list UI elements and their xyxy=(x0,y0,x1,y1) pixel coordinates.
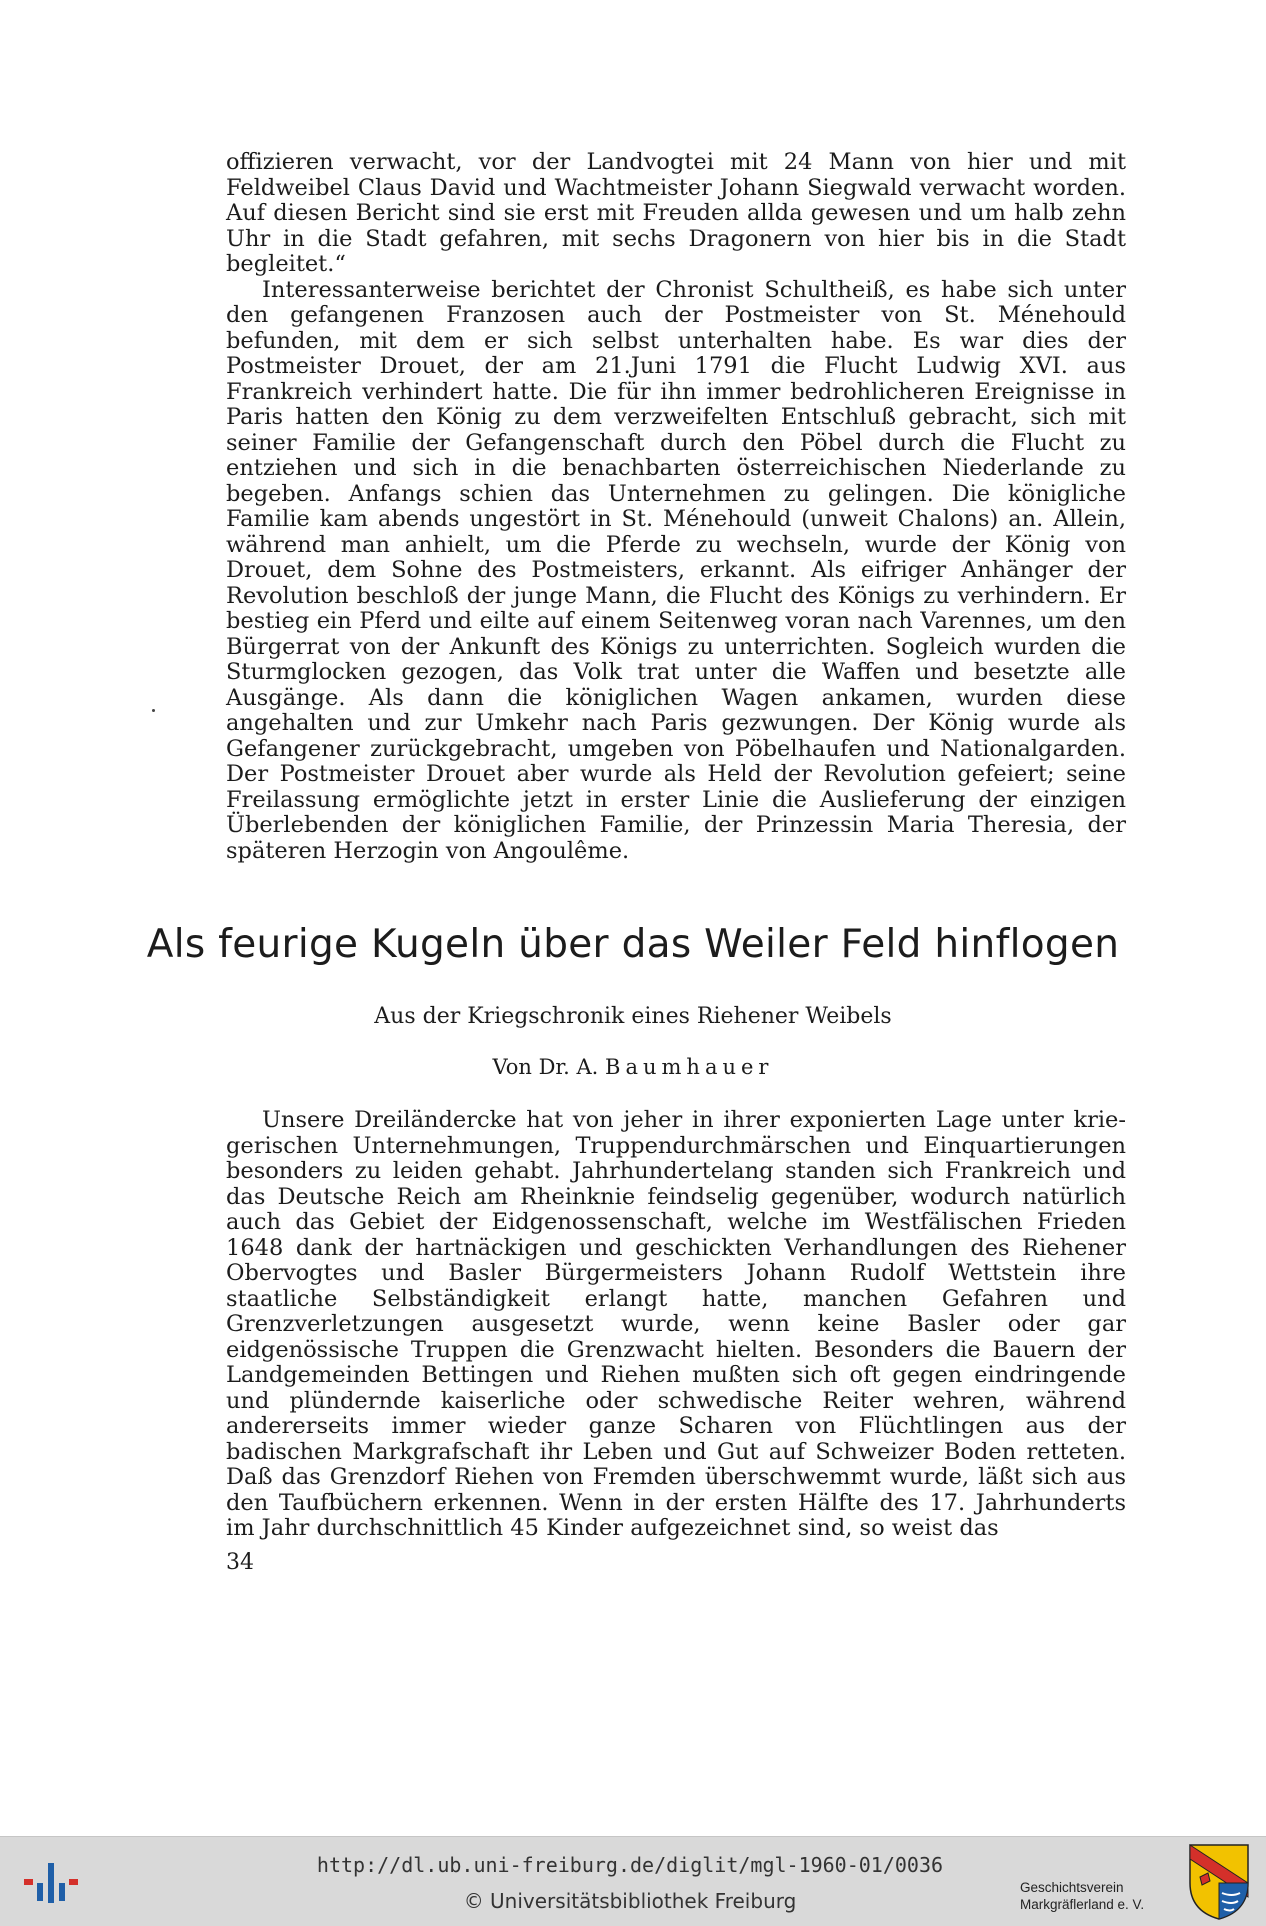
article-body xyxy=(226,1108,1126,1542)
article-title: Als feurige Kugeln über das Weiler Feld hinflogen xyxy=(146,922,1120,967)
society-name xyxy=(1020,1879,1144,1913)
society-line-2: Markgräflerland e. V. xyxy=(1020,1897,1145,1912)
library-footer xyxy=(0,1836,1266,1926)
previous-article-text xyxy=(226,150,1126,864)
coat-of-arms-icon xyxy=(1188,1843,1250,1921)
paragraph: Unsere Dreiländercke hat von jeher in ihrer exponierten Lage unter kriegerischen Unternehmungen, Truppendurchmärschen und Einquartierungen besonders zu leiden gehabt. Jahrhundertelang standen sich Frankreich und das Deutsche Reich am Rheinknie feindselig gegenüber, wodurch natürlich auch das Gebiet der Eidgenossenschaft, welche im Westfälischen Frieden 1648 dank der hartnäckigen und geschickten Verhandlungen des Riehener Obervogtes und Basler Bürgermeisters Johann Rudolf Wettstein ihre staatliche Selbständigkeit erlangt hatte, manchen Gefahren und Grenzverletzungen ausgesetzt wurde, wenn keine Basler oder gar eidgenössische Truppen die Grenzwacht hielten. Besonders die Bauern der Landgemeinden Bettingen und Riehen mußten sich oft gegen eindringende und plündernde kaiserliche oder schwedische Reiter wehren, während andererseits immer wieder ganze Scharen von Flüchtlingen aus der badischen Markgrafschaft ihr Leben und Gut auf Schweizer Boden retteten. Daß das Grenzdorf Riehen von Fremden überschwemmt wurde, läßt sich aus den Taufbüchern erkennen. Wenn in der ersten Hälfte des 17. Jahrhunderts im Jahr durchschnittlich 45 Kinder aufgezeichnet sind, so weist das xyxy=(226,1107,1126,1541)
article-subtitle: Aus der Kriegschronik eines Riehener Weibels xyxy=(374,1004,892,1029)
permalink-link[interactable]: http://dl.ub.uni-freiburg.de/diglit/mgl-1960-01/0036 xyxy=(316,1853,944,1877)
paragraph: offizieren verwacht, vor der Landvogtei mit 24 Mann von hier und mit Feldweibel Claus David und Wachtmeister Johann Siegwald verwacht worden. Auf diesen Bericht sind sie erst mit Freuden allda gewesen und um halb zehn Uhr in die Stadt gefahren, mit sechs Dragonern von hier bis in die Stadt begleitet.“ xyxy=(226,149,1126,277)
page-number: 34 xyxy=(226,1550,254,1575)
ub-freiburg-logo-icon xyxy=(22,1853,82,1913)
paragraph: Interessanterweise berichtet der Chronist Schultheiß, es habe sich unter den gefangenen Franzosen auch der Postmeister von St. Ménehould befunden, mit dem er sich selbst unterhalten habe. Es war dies der Postmeister Drouet, der am 21.Juni 1791 die Flucht Ludwig XVI. aus Frankreich verhindert hatte. Die für ihn immer bedrohlicheren Ereignisse in Paris hatten den König zu dem verzweifelten Entschluß gebracht, sich mit seiner Familie der Gefangenschaft durch den Pöbel durch die Flucht zu entziehen und sich in die benachbarten österreichischen Niederlande zu begeben. Anfangs schien das Unternehmen zu gelingen. Die königliche Familie kam abends ungestört in St. Ménehould (unweit Chalons) an. Allein, während man anhielt, um die Pferde zu wechseln, wurde der König von Drouet, dem Sohne des Postmeisters, erkannt. Als eifriger Anhänger der Revolution beschloß der junge Mann, die Flucht des Königs zu verhindern. Er bestieg ein Pferd und eilte auf einem Seitenweg voran nach Varennes, um den Bürgerrat von der Ankunft des Königs zu unterrichten. Sogleich wurden die Sturmglocken gezogen, das Volk trat unter die Waffen und besetzte alle Ausgänge. Als dann die königlichen Wagen ankamen, wurden diese angehalten und zur Umkehr nach Paris gezwungen. Der König wurde als Gefangener zurückgebracht, umgeben von Pöbelhaufen und Nationalgarden. Der Postmeister Drouet aber wurde als Held der Revolution gefeiert; seine Freilassung ermöglichte jetzt in erster Linie die Auslieferung der einzigen Überlebenden der königlichen Familie, der Prinzessin Maria Theresia, der späteren Herzogin von Angoulême. xyxy=(226,276,1126,864)
society-line-1: Geschichtsverein xyxy=(1020,1880,1124,1895)
scan-speck xyxy=(152,709,155,712)
article-byline xyxy=(0,1055,1266,1079)
byline-prefix: Von Dr. A. xyxy=(492,1055,599,1079)
author-name: Baumhauer xyxy=(605,1055,774,1079)
copyright-notice: © Universitätsbibliothek Freiburg xyxy=(463,1889,797,1913)
